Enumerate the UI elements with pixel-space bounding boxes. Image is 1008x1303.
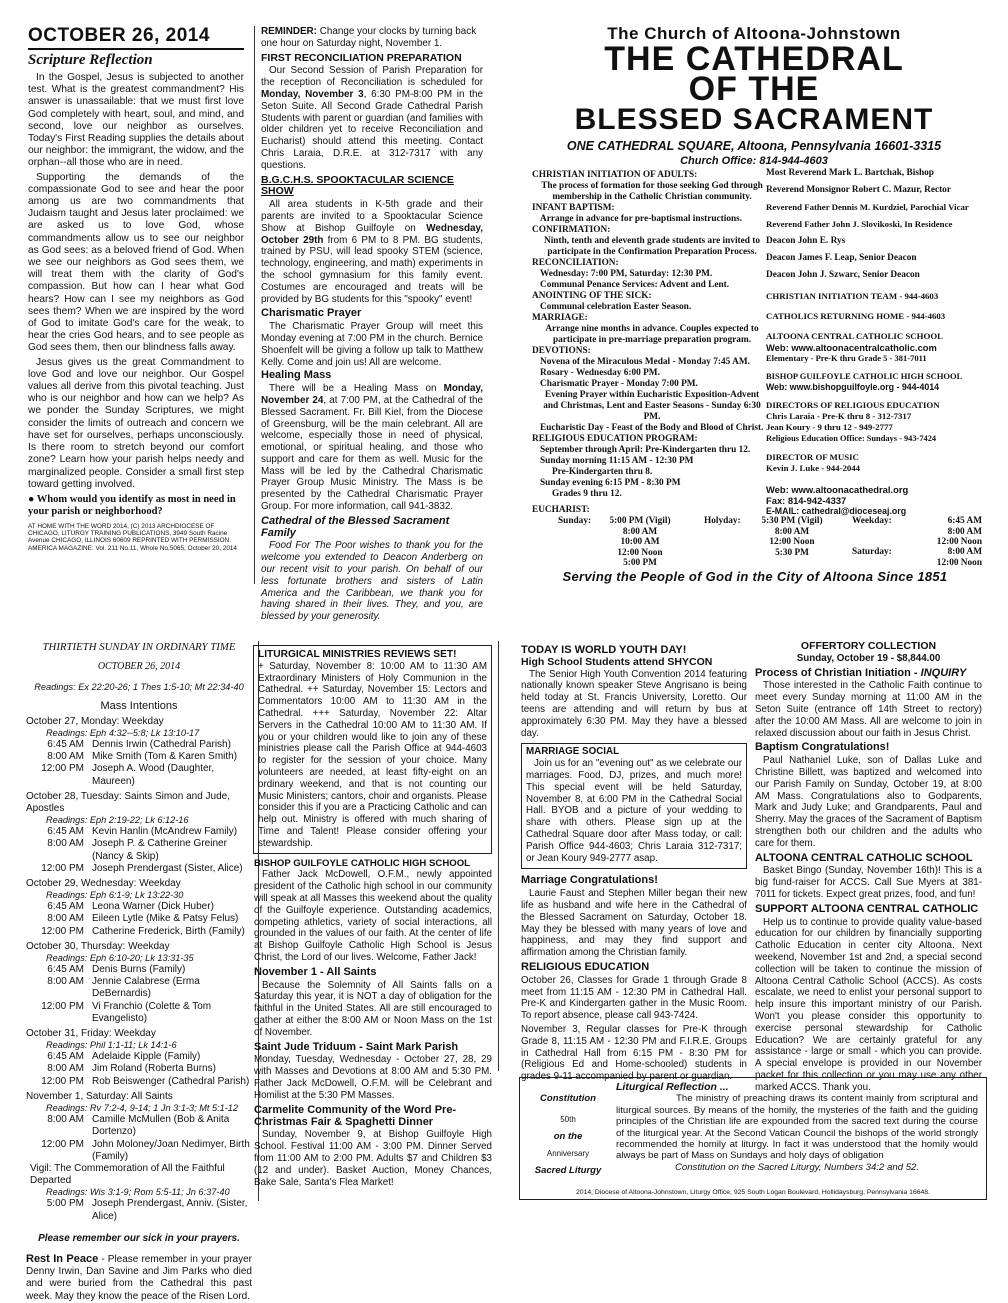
mass-intentions-title: Mass Intentions	[100, 699, 178, 712]
announcements-column-5	[252, 645, 492, 1190]
staff-member: Most Reverend Mark L. Bartchak, Bishop	[766, 168, 934, 178]
cathedral-title-3: BLESSED SACRAMENT	[574, 103, 934, 136]
scripture-reflection-title: Scripture Reflection	[28, 52, 153, 68]
intention-day-readings: Readings: Eph 2:19-22; Lk 6:12-16	[46, 815, 189, 826]
masthead	[520, 24, 988, 168]
sac-heading: MARRIAGE:	[532, 313, 588, 323]
marriage-congrats-heading: Marriage Congratulations!	[521, 874, 658, 887]
healing-mass-heading: Healing Mass	[261, 369, 332, 382]
intention-row	[26, 1051, 252, 1063]
intention-time: 12:00 PM	[41, 763, 84, 775]
eucharist-schedule	[532, 505, 990, 567]
spook-date: Wednesday, October 29th	[261, 222, 483, 246]
acc-website[interactable]: Web: www.altoonacentralcatholic.com	[766, 342, 937, 353]
announcements-column-6	[521, 645, 747, 1085]
liturgical-ministries-box	[253, 645, 492, 854]
intention-day-readings: Readings: Eph 6:1-9; Lk 13:22-30	[46, 890, 184, 901]
intention-day-readings: Readings: Rv 7:2-4, 9-14; 1 Jn 3:1-3; Mt 5:1-12	[46, 1103, 239, 1114]
mass-time: 12:00 Noon	[936, 537, 982, 547]
intention-name: Joseph Prendergast (Sister, Alice)	[92, 862, 243, 874]
sac-line: Ninth, tenth and eleventh grade students are invited to participate in the Confirmation Preparation Process.	[544, 236, 760, 257]
intention-time: 8:00 AM	[47, 913, 84, 925]
music-director: Kevin J. Luke - 944-2044	[766, 463, 861, 473]
frp-text-2: , 6:30 PM-8:00 PM in the Seton Suite. All Second Grade Cathedral Parish Students with parent or guardian (and families with older children yet to receive Reconciliation and Eucharist) should attend this meeting. Contact Chris Laraia, D.R.E. at 312-7317 with any questions.	[261, 88, 483, 171]
first-reconciliation-heading: FIRST RECONCILIATION PREPARATION	[261, 51, 462, 64]
intention-row	[26, 1114, 252, 1138]
charismatic-prayer-heading: Charismatic Prayer	[261, 307, 362, 320]
support-accs-heading: SUPPORT ALTOONA CENTRAL CATHOLIC	[755, 902, 979, 915]
intention-day-title: November 1, Saturday: All Saints	[26, 1090, 173, 1102]
intention-name: Kevin Hanlin (McAndrew Family)	[92, 826, 238, 838]
intention-name: Joseph P. & Catherine Greiner (Nancy & Skip)	[92, 838, 227, 862]
st-jude-text: Monday, Tuesday, Wednesday - October 27, 28, 29 with Masses and Devotions at 8:00 AM and 5:30 PM. Father Jack McDowell, O.F.M. will be Celebrant and Homilist at the 5:30 PM Masses.	[254, 1054, 492, 1101]
st-jude-heading: Saint Jude Triduum - Saint Mark Parish	[254, 1040, 459, 1053]
intention-name: Joseph A. Wood (Daughter, Maureen)	[92, 763, 215, 787]
marriage-social-text: Join us for an "evening out" as we celebrate our marriages. Food, DJ, prizes, and much more! This special event will be held Saturday, November 8, at 6:00 PM in the Cathedral Social Hall. BYOB and a picture of your wedding to share with others. Please sign up at the Cathedral Square door after Mass today, or call: Parish Office 944-4603; Chris Laraia 312-7317; or Jean Koury 949-2777 asap.	[526, 758, 742, 864]
marriage-social-heading: MARRIAGE SOCIAL	[526, 746, 620, 758]
marriage-social-box	[521, 743, 747, 869]
scripture-column	[28, 26, 244, 552]
intention-time: 5:00 PM	[46, 1198, 84, 1210]
sac-heading: ANOINTING OF THE SICK:	[532, 291, 652, 301]
rip-label: Rest In Peace	[26, 1252, 99, 1265]
reminder-label: REMINDER:	[261, 26, 317, 37]
vigil-readings: Readings: Wis 3:1-9; Rom 5:5-11; Jn 6:37-40	[46, 1187, 230, 1198]
sac-heading: RECONCILIATION:	[532, 258, 619, 268]
religious-education-text: October 26, Classes for Grade 1 through Grade 8 meet from 11:15 AM - 12:30 PM in Cathedral Hall. Pre-K and Kindergarten gather in the Music Room. To report absence, please call 943-7424.	[521, 974, 747, 1022]
intention-row	[26, 739, 252, 751]
intention-time: 6:45 AM	[47, 901, 84, 913]
sacraments-list	[532, 170, 764, 500]
reflection-citation: Constitution on the Sacred Liturgy, Numbers 34:2 and 52.	[674, 1161, 920, 1173]
mass-time: 8:00 AM	[947, 547, 982, 557]
bg-website[interactable]: Web: www.bishopguilfoyle.org - 944-4014	[766, 382, 940, 392]
spooktacular-heading: B.G.C.H.S. SPOOKTACULAR SCIENCE SHOW	[261, 173, 454, 198]
accs-heading: ALTOONA CENTRAL CATHOLIC SCHOOL	[755, 851, 973, 864]
intention-time: 12:00 PM	[41, 862, 84, 874]
address: ONE CATHEDRAL SQUARE, Altoona, Pennsylvania 16601-3315	[566, 139, 942, 153]
intention-row	[26, 838, 252, 862]
acc-phone: Elementary - Pre-K thru Grade 5 - 381-7011	[766, 353, 927, 363]
intention-time: 8:00 AM	[47, 751, 84, 763]
intention-row	[26, 964, 252, 976]
sac-line: Sunday evening 6:15 PM - 8:30 PM	[540, 478, 681, 488]
music-director-heading: DIRECTOR OF MUSIC	[766, 452, 859, 462]
weekday-label: Weekday:	[852, 516, 892, 526]
mass-time: 12:00 Noon	[936, 557, 982, 568]
reflection-para: Jesus gives us the great Commandment to love God and love our neighbor. Our Gospel values all derive from this pivotal teaching. Just who is our neighbor and how can we help? As we ponder the Sunday Scriptures, we might consider the limits of outreach and concern we have set for ourselves, perhaps unconsciously. Is there room to stretch beyond our comfort zone? Learn how your parish helps needy and marginalized people. Consider a small first step toward getting involved.	[28, 356, 244, 490]
heal-text: There will be a Healing Mass on	[269, 383, 444, 395]
reflection-body	[616, 1082, 978, 1173]
sunday-readings: Readings: Ex 22:20-26; 1 Thes 1:5-10; Mt 22:34-40	[34, 682, 244, 693]
side-line: on the	[553, 1131, 583, 1142]
cathedral-title-2: OF THE	[688, 70, 820, 108]
sac-line: September through April: Pre-Kindergarten thru 12.	[540, 445, 751, 455]
bg-heading: BISHOP GUILFOYLE CATHOLIC HIGH SCHOOL	[254, 857, 471, 869]
carmelite-text: Sunday, November 9, at Bishop Guilfoyle High School. Festival 11:00 AM - 3:00 PM. Dinner Served from 11:00 AM to 2:00 PM. Adults $7 and Children $3 (12 and under). Basket Auction, Money Chances, Bake Sale, Santa's Flea Market!	[254, 1129, 492, 1188]
mass-time: 5:00 PM	[623, 558, 657, 568]
intention-row	[26, 926, 252, 938]
intention-day-title: October 28, Tuesday: Saints Simon and Jude, Apostles	[26, 790, 231, 815]
intention-day-readings: Readings: Phil 1:1-11; Lk 14:1-6	[46, 1040, 177, 1051]
intention-name: Dennis Irwin (Cathedral Parish)	[92, 739, 231, 751]
lit-ministries-heading: LITURGICAL MINISTRIES REVIEWS SET!	[258, 649, 457, 660]
intention-name: Leona Warner (Dick Huber)	[92, 901, 214, 913]
sac-heading: DEVOTIONS:	[532, 346, 591, 356]
cit-contact: CHRISTIAN INITIATION TEAM - 944-4603	[766, 291, 939, 301]
cathedral-title-1: THE CATHEDRAL	[604, 40, 904, 78]
intention-name: Jim Roland (Roberta Burns)	[92, 1063, 216, 1075]
intention-name: Joseph Prendergast, Anniv. (Sister, Alice)	[92, 1198, 248, 1222]
spook-text: All area students in K-5th grade and their parents are invited to a Spooktacular Science Show at Bishop Guilfoyle on	[261, 199, 483, 234]
side-line: 50th	[560, 1115, 576, 1124]
intention-day-title: October 30, Thursday: Weekday	[26, 940, 170, 952]
mass-time: 8:00 AM	[774, 526, 810, 537]
intention-time: 6:45 AM	[47, 826, 84, 838]
mass-time: 10:00 AM	[620, 537, 660, 547]
intention-row	[26, 976, 252, 1000]
religious-education-text-2: November 3, Regular classes for Pre-K through Grade 8, 11:15 AM - 12:30 PM and F.I.R.E. Groups in Cathedral Hall from 6:15 PM - 8:30 PM for (Religious Ed and Home-schooled) students in grades 9-11 accompanied by parent or guardian.	[521, 1023, 747, 1083]
intention-row	[26, 1198, 252, 1222]
offertory-amount: Sunday, October 19 - $8,844.00	[796, 652, 941, 664]
staff-contacts	[766, 168, 990, 517]
intention-row	[26, 1001, 252, 1025]
sick-prayer: Please remember our sick in your prayers.	[38, 1232, 240, 1244]
accs-text: Basket Bingo (Sunday, November 16th)! This is a big fund-raiser for ACCS. Call Sue Myers at 381-7011 for tickets. Expect great prizes, food, and fun!	[755, 865, 982, 900]
constitution-sidebar	[526, 1092, 610, 1177]
offertory-heading: OFFERTORY COLLECTION	[800, 640, 937, 652]
reflection-title: Liturgical Reflection ...	[616, 1081, 729, 1093]
intention-name: Denis Burns (Family)	[92, 964, 186, 976]
heal-text-2: , at 7:00 PM, at the Cathedral of the Blessed Sacrament. Fr. Bill Kiel, from the Diocese of Greensburg, will be the main celebrant. All are welcome, especially those in need of physical, emotional, or spiritual healing, and those who support and care for them as well. Music for the Mass will be led by the Cathedral Charismatic Prayer Group Music Ministry. The Mass is be presented by the Cathedral Charismatic Prayer Group. For more information, call 941-3832.	[261, 394, 483, 513]
sac-line: Wednesday: 7:00 PM, Saturday: 12:30 PM.	[540, 269, 713, 279]
intention-row	[26, 763, 252, 787]
sac-line: Communal Penance Services: Advent and Lent.	[540, 280, 730, 290]
sac-line: The process of formation for those seeking God through membership in the Catholic Christian community.	[541, 181, 763, 202]
mass-time: 5:30 PM	[775, 547, 809, 558]
baptism-text: Paul Nathaniel Luke, son of Dallas Luke and Christine Billett, was baptized and welcomed into our Parish Family on Sunday, October 19, at 8:00 AM Mass. Congratulations also to Godparents, Mark and Judy Luke; and Grandparents, Paul and Sherry. May the graces of the Sacrament of Baptism strengthen both our children and the adults who care for them.	[755, 755, 982, 849]
intention-time: 12:00 PM	[41, 1075, 84, 1087]
frp-text: Our Second Session of Parish Preparation for the reception of Reconciliation is scheduled for	[261, 65, 483, 89]
announcements-column-top	[261, 26, 483, 625]
all-saints-heading: November 1 - All Saints	[254, 965, 377, 978]
intention-name: Catherine Frederick, Birth (Family)	[92, 925, 245, 937]
side-line: Constitution	[540, 1093, 596, 1104]
staff-member: Deacon James F. Leap, Senior Deacon	[766, 253, 917, 263]
world-youth-day-heading: TODAY IS WORLD YOUTH DAY!	[521, 644, 687, 656]
intention-day-readings: Readings: Eph 4:32--5:8; Lk 13:10-17	[46, 728, 200, 739]
dre-contact: Jean Koury - 9 thru 12 - 949-2777	[766, 422, 893, 432]
all-saints-text: Because the Solemnity of All Saints falls on a Saturday this year, it is NOT a day of obligation for the faithful in the United States. All are still encouraged to gather at either the 8:00 AM or Noon Mass on the 1st of November.	[254, 979, 492, 1038]
mass-time: 8:00 AM	[622, 526, 658, 537]
sac-line: Arrange nine months in advance. Couples expected to participate in pre-marriage preparation program.	[545, 324, 759, 345]
issue-date: OCTOBER 26, 2014	[28, 25, 210, 46]
sac-line: Pre-Kindergarten thru 8.	[552, 467, 653, 477]
marriage-congrats-text: Laurie Faust and Stephen Miller began their new life as husband and wife here in the Cathedral of the Blessed Sacrament on Saturday, October 18. May they be blessed with many years of love and happiness, and may they find support and affirmation among the Christian family.	[521, 888, 747, 959]
mass-time: 5:00 PM (Vigil)	[609, 516, 671, 526]
side-line: Sacred Liturgy	[534, 1165, 602, 1176]
reflection-para: Supporting the demands of the compassionate God to see and hear the poor among us are two commandments that Judaism taught and Jesus later proclaimed: we are asked us to love God, whose commandments allow us to see our neighbor as God sees: as a beloved friend of God. When we see our neighbors as God sees them, we will treat them with the clarity of God's compassion. But how can I hear what God hears? How can I see my neighbors as God sees them? When we are inspired by the word of God to imitate God's care for the weak, to hear the cries God hears, and to see people as God sees them, then our blindness falls away.	[28, 171, 244, 354]
frp-date: Monday, November 3	[261, 88, 364, 100]
email[interactable]: E-MAIL: cathedral@dioceseaj.org	[766, 506, 907, 516]
sac-line: Communal celebration Easter Season.	[540, 302, 692, 312]
baptism-heading: Baptism Congratulations!	[755, 741, 890, 754]
staff-member: Reverend Father John J. Slovikoski, In Residence	[766, 219, 953, 229]
mass-intentions-column	[26, 641, 252, 1303]
reminder-text: Change your clocks by turning back one hour on Saturday night, November 1.	[261, 26, 477, 49]
sac-line: Rosary - Wednesday 6:00 PM.	[540, 368, 660, 378]
weekday-times	[906, 516, 982, 548]
pci-text: Those interested in the Catholic Faith continue to meet every Sunday morning at 11:00 AM in the Seton Suite (entrance off 14th Street to rectory) after the 10:00 AM Mass. All are welcome to join in relaxed discussion about our faith in Jesus Christ.	[755, 680, 982, 739]
intention-time: 8:00 AM	[47, 976, 84, 988]
intention-time: 12:00 PM	[41, 1138, 84, 1150]
religious-education-heading: RELIGIOUS EDUCATION	[521, 960, 650, 973]
reflection-para: In the Gospel, Jesus is subjected to another test. What is the greatest commandment? His answer is unassailable: that we must first love God completely with heart, soul, and mind, and second, love our neighbor as ourselves. Today's First Reading supplies the details about our neighbor: the immigrant, the widow, and the orphan--all those who are in need.	[28, 72, 244, 169]
bg-heading: BISHOP GUILFOYLE CATHOLIC HIGH SCHOOL	[766, 371, 963, 381]
intention-time: 6:45 AM	[47, 739, 84, 751]
sac-line: Eucharistic Day - Feast of the Body and Blood of Christ.	[540, 423, 764, 433]
intention-time: 8:00 AM	[47, 838, 84, 850]
intention-time: 6:45 AM	[47, 964, 84, 976]
world-youth-day-text: The Senior High Youth Convention 2014 featuring nationally known speaker Steve Angrisano is being held today at St. Francis University, Loretto. Our teens are attending and will return by bus at approximately 6:30 PM. May they have a blessed day.	[521, 668, 747, 739]
carmelite-heading: Carmelite Community of the Word Pre-Christmas Fair & Spaghetti Dinner	[254, 1104, 457, 1129]
lit-ministries-text: + Saturday, November 8: 10:00 AM to 11:30 AM Extraordinary Ministers of Holy Communion in the Cathedral. ++ Saturday, November 15: Lectors and Commentators 10:00 AM to 11:30 AM in the Cathedral. +++ Saturday, November 22: Altar Servers in the Cathedral 10:00 AM to 11:30 AM. If you or your children would like to join any of these ministries please call the Parish Office at 944-4603 to register for the session of your choice. Many volunteers are needed, at least fifty-eight on an ordinary weekend, and that is not counting our Music Ministers; cantors, choir and organists. Please consider this if you are a Practicing Catholic and can help out. Ministry is offered with much sharing of Time and Talent! Please consider offering your stewardship.	[258, 660, 487, 849]
sac-heading: RELIGIOUS EDUCATION PROGRAM:	[532, 434, 698, 444]
mass-time: 6:45 AM	[947, 516, 982, 526]
sac-line: Charismatic Prayer - Monday 7:00 PM.	[540, 379, 698, 389]
shycon-subheading: High School Students attend SHYCON	[521, 655, 713, 668]
intention-time: 12:00 PM	[41, 1000, 84, 1012]
crh-contact: CATHOLICS RETURNING HOME - 944-4603	[766, 311, 946, 321]
sac-heading: INFANT BAPTISM:	[532, 203, 615, 213]
charismatic-text: The Charismatic Prayer Group will meet this Monday evening at 7:00 PM in the church. Bernice Shoenfelt will be giving a follow up talk to Matthew Kelly. Come and join us! All are welcome.	[261, 321, 483, 368]
intention-day-title: October 27, Monday: Weekday	[26, 715, 164, 727]
spook-text-2: from 6 PM to 8 PM. BG students, trained by PSU, will lead spooky STEM (science, technology, engineering, and math) experiments in the school gymnasium for this family event. Costumes are encouraged and treats will be provided by BG students for this "spooky" event!	[261, 234, 483, 305]
mass-time: 12:00 Noon	[617, 547, 663, 558]
intention-row	[26, 1139, 252, 1163]
intention-time: 12:00 PM	[41, 925, 84, 937]
mass-time: 12:00 Noon	[769, 537, 815, 547]
intention-time: 6:45 AM	[47, 1051, 84, 1063]
pci-heading-inquiry: INQUIRY	[920, 666, 967, 679]
dre-heading: DIRECTORS OF RELIGIOUS EDUCATION	[766, 400, 940, 410]
saturday-times	[906, 547, 982, 568]
food-for-poor-text: Food For The Poor wishes to thank you for the welcome you extended to Deacon Anderberg on our recent visit to your parish. On behalf of our less fortunate brothers and sisters of Latin America and the Caribbean, we thank you for having shared in their lives. They, and you, are blessed by your generosity.	[261, 540, 483, 623]
sac-heading: CONFIRMATION:	[532, 225, 611, 235]
intention-name: Mike Smith (Tom & Karen Smith)	[92, 751, 238, 763]
food-for-poor-heading: Cathedral of the Blessed Sacrament Family	[261, 514, 450, 539]
holyday-label: Holyday:	[704, 516, 741, 526]
dre-contact: Religious Education Office: Sundays - 943-7424	[766, 434, 937, 443]
staff-member: Deacon John J. Szwarc, Senior Deacon	[766, 270, 920, 280]
staff-member: Deacon John E. Rys	[766, 236, 846, 246]
mass-time: 8:00 AM	[947, 526, 982, 537]
intention-name: Eileen Lytle (Mike & Patsy Felus)	[92, 913, 239, 925]
intention-name: Jennie Calabrese (Erma DeBernardis)	[92, 976, 200, 1000]
bg-text: Father Jack McDowell, O.F.M., newly appointed president of the Catholic high school in our community will speak at all Masses this weekend about the quality of the Guilfoyle experience. Outstanding academics, competing athletics, variety of social interactions, all grounded in the values of our faith. At the center of life at Bishop Guilfoyle Catholic High School is Jesus Christ, the Lord of our lives. Welcome, Father Jack!	[254, 869, 492, 963]
intentions-date: OCTOBER 26, 2014	[97, 661, 181, 673]
intention-days	[26, 716, 252, 1163]
intention-time: 8:00 AM	[47, 1063, 84, 1075]
intention-time: 8:00 AM	[47, 1114, 84, 1126]
holyday-times	[747, 516, 837, 558]
dre-contact: Chris Laraia - Pre-K thru 8 - 312-7317	[766, 411, 912, 421]
fax: Fax: 814-942-4337	[766, 495, 847, 506]
intention-name: Rob Beiswenger (Cathedral Parish)	[92, 1075, 250, 1087]
staff-member: Reverend Father Dennis M. Kurdziel, Parochial Vicar	[766, 202, 969, 212]
intention-day-readings: Readings: Eph 6:10-20; Lk 13:31-35	[46, 953, 194, 964]
church-office-phone: Church Office: 814-944-4603	[680, 155, 828, 167]
reflection-footer: 2014, Diocese of Altoona-Johnstown, Liturgy Office, 925 South Logan Boulevard, Hollidaysburg, Pennsylvania 16648.	[576, 1189, 930, 1196]
heal-date: Monday, November 24	[261, 383, 483, 406]
parish-motto: Serving the People of God in the City of Altoona Since 1851	[562, 569, 948, 584]
intention-day-title: October 31, Friday: Weekday	[26, 1028, 156, 1040]
sac-line: Novena of the Miraculous Medal - Monday 7:45 AM.	[540, 357, 750, 367]
vigil-title: Vigil: The Commemoration of All the Faithful Departed	[30, 1162, 225, 1187]
sac-line: Sunday morning 11:15 AM - 12:30 PM	[540, 456, 694, 466]
sunday-times	[600, 516, 680, 569]
sac-heading: CHRISTIAN INITIATION OF ADULTS:	[532, 170, 698, 180]
eucharist-label: EUCHARIST:	[532, 505, 590, 515]
saturday-label: Saturday:	[852, 547, 892, 557]
intention-row	[26, 901, 252, 913]
intention-name: John Moloney/Joan Nedimyer, Birth (Family)	[92, 1138, 250, 1162]
mass-time: 5:30 PM (Vigil)	[761, 516, 823, 526]
intention-day-title: October 29, Wednesday: Weekday	[26, 878, 181, 890]
sac-line: Arrange in advance for pre-baptismal instructions.	[540, 214, 743, 224]
sac-line: Evening Prayer within Eucharistic Exposition-Advent and Christmas, Lent and Easter Seasons - Sunday 6:30 PM.	[543, 390, 761, 422]
intention-row	[26, 1063, 252, 1075]
cathedral-website[interactable]: Web: www.altoonacathedral.org	[766, 484, 909, 495]
pci-heading: Process of Christian Initiation -	[755, 666, 921, 679]
intention-row	[26, 863, 252, 875]
reflection-question: ● Whom would you identify as most in need in your parish or neighborhood?	[28, 493, 236, 518]
side-line: Anniversary	[546, 1149, 590, 1158]
intention-name: Camille McMullen (Bob & Anita Dortenzo)	[92, 1114, 230, 1138]
intention-row	[26, 913, 252, 925]
liturgical-sunday: THIRTIETH SUNDAY IN ORDINARY TIME	[42, 641, 236, 653]
intention-row	[26, 1076, 252, 1088]
announcements-column-7	[755, 641, 982, 1095]
intention-name: Vi Franchio (Colette & Tom Evangelisto)	[92, 1000, 212, 1024]
diocese-name: The Church of Altoona-Johnstown	[607, 24, 901, 43]
intention-row	[26, 751, 252, 763]
liturgical-reflection-box	[519, 1077, 987, 1200]
copyright-notice: AT HOME WITH THE WORD 2014, (C) 2013 ARCHDIOCESE OF CHICAGO, LITURGY TRAINING PUBLICATIONS, 3949 South Racine Avenue CHICAGO, ILLINOIS 60609 REPRINTED WITH PERMISSION.	[28, 522, 232, 545]
sac-line: Grades 9 thru 12.	[552, 489, 622, 499]
rip-text: - Please remember in your prayer Denny Irwin, Dan Savine and Jim Parks who died and were buried from the Cathedral this past week. May they know the peace of the Risen Lord.	[26, 1253, 252, 1302]
acc-heading: ALTOONA CENTRAL CATHOLIC SCHOOL	[766, 331, 944, 341]
intention-name: Adelaide Kipple (Family)	[92, 1051, 201, 1063]
sunday-label: Sunday:	[558, 516, 592, 526]
support-accs-text: Help us to continue to provide quality value-based education for our children by financially supporting Catholic Education in center city Altoona. Next weekend, November 1st and 2nd, a special second collection will be taken to continue the mission of Altoona Central Catholic School (ACCS). As costs escalate, we need to enlist your personal support to help insure this important ministry of our Parish. Won't you please consider this opportunity to exercise personal stewardship for Catholic Education? We are certainly grateful for any assistance - large or small - which you can provide. A special envelope is provided in our November packet for this collection or you may use any other marked ACCS. Thank you.	[755, 916, 982, 1093]
intention-row	[26, 826, 252, 838]
reflection-text: The ministry of preaching draws its content mainly from scriptural and liturgical sources. By means of the homily, the mysteries of the faith and the guiding principles of the Christian life are expounded from the sacred text during the course of the liturgical year. At the Second Vatican Council the bishops of the world strongly recommended the homily at liturgy. In fact it was understood that the homily would always be part of Mass on Sundays and holy days of obligation	[616, 1093, 978, 1162]
staff-member: Reverend Monsignor Robert C. Mazur, Rector	[766, 185, 951, 195]
copyright-notice-2: AMERICA MAGAZINE: Vol. 211 No.11, Whole No.5065, October 20, 2014	[28, 544, 237, 552]
